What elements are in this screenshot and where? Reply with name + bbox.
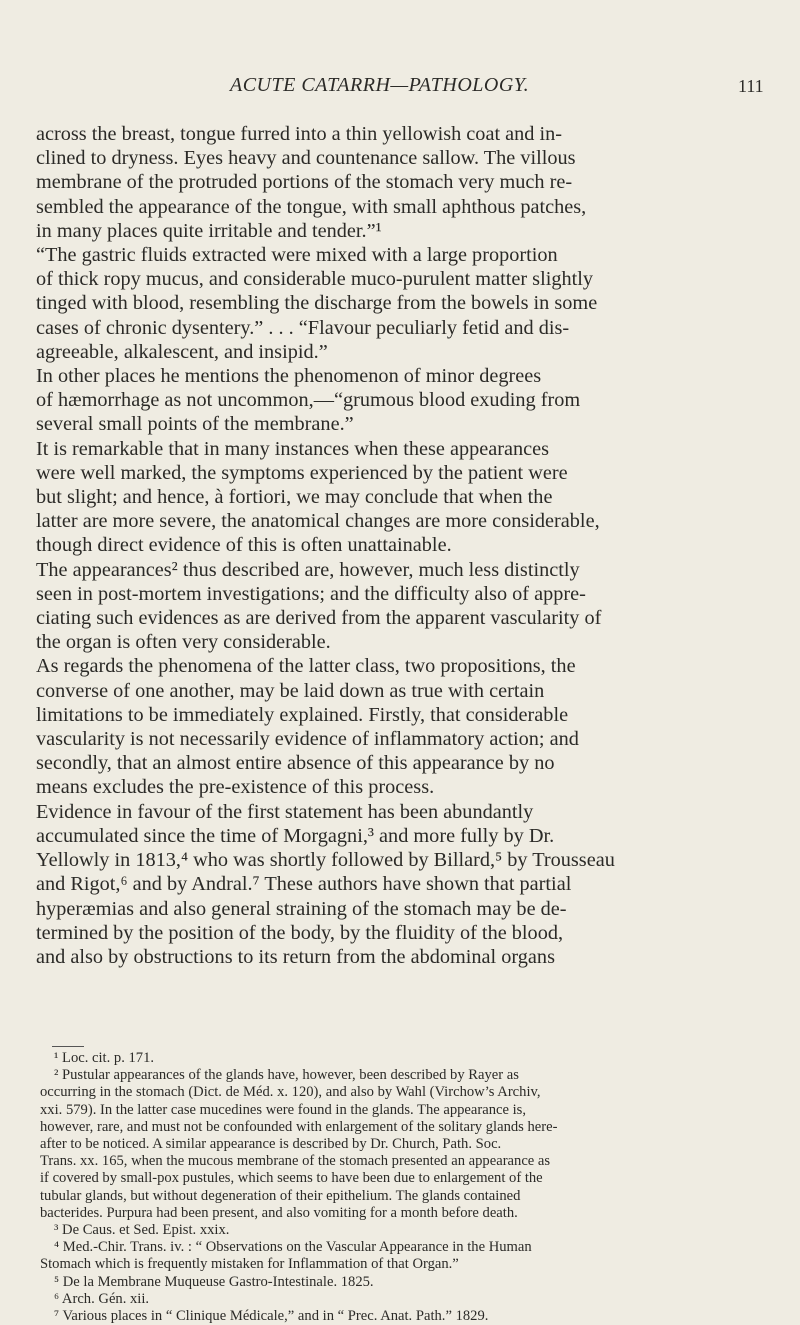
footnote-divider (52, 1046, 84, 1047)
body-line: hyperæmias and also general straining of the stomach may be de- (36, 897, 567, 920)
body-line: means excludes the pre-existence of this process. (36, 776, 435, 799)
running-title: ACUTE CATARRH—PATHOLOGY. (230, 74, 530, 96)
footnote-line: ³ De Caus. et Sed. Epist. xxix. (54, 1222, 230, 1239)
body-line: The appearances² thus described are, however, much less distinctly (36, 558, 580, 581)
footnote-line: ² Pustular appearances of the glands have, however, been described by Rayer as (54, 1067, 519, 1084)
footnote-line: tubular glands, but without degeneration of their epithelium. The glands contained (40, 1187, 521, 1204)
body-line: membrane of the protruded portions of the stomach very much re- (36, 171, 573, 194)
body-line: converse of one another, may be laid down as true with certain (36, 679, 545, 702)
page-header (0, 74, 800, 104)
page-number: 111 (738, 76, 764, 96)
body-line: cases of chronic dysentery.” . . . “Flavour peculiarly fetid and dis- (36, 316, 570, 339)
footnote-line: ⁵ De la Membrane Muqueuse Gastro-Intestinale. 1825. (54, 1273, 374, 1290)
body-line: ciating such evidences as are derived from the apparent vascularity of (36, 607, 602, 630)
footnote-line: ¹ Loc. cit. p. 171. (54, 1050, 155, 1066)
body-line: several small points of the membrane.” (36, 413, 354, 436)
body-line: clined to dryness. Eyes heavy and countenance sallow. The villous (36, 147, 576, 170)
body-line: It is remarkable that in many instances when these appearances (36, 437, 550, 460)
body-line: seen in post-mortem investigations; and the difficulty also of appre- (36, 582, 586, 605)
body-line: of hæmorrhage as not uncommon,—“grumous blood exuding from (36, 389, 581, 412)
footnote-line: ⁶ Arch. Gén. xii. (54, 1290, 150, 1307)
footnote-line: Stomach which is frequently mistaken for Inflammation of that Organ.” (40, 1256, 459, 1273)
body-line: of thick ropy mucus, and considerable muco-purulent matter slightly (36, 268, 594, 291)
footnote-line: if covered by small-pox pustules, which seems to have been due to enlargement of the (40, 1170, 543, 1187)
footnote-line: ⁷ Various places in “ Clinique Médicale,” and in “ Prec. Anat. Path.” 1829. (54, 1308, 489, 1325)
footnotes (40, 1050, 770, 1325)
body-line: were well marked, the symptoms experienced by the patient were (36, 461, 568, 484)
footnote-line: bacterides. Purpura had been present, and also vomiting for a month before death. (40, 1204, 518, 1221)
body-line: sembled the appearance of the tongue, with small aphthous patches, (36, 195, 587, 218)
body-line: agreeable, alkalescent, and insipid.” (36, 340, 328, 363)
body-line: As regards the phenomena of the latter class, two propositions, the (36, 655, 576, 678)
body-line: secondly, that an almost entire absence of this appearance by no (36, 752, 555, 775)
body-line: latter are more severe, the anatomical changes are more considerable, (36, 510, 600, 533)
footnote-line: after to be noticed. A similar appearance is described by Dr. Church, Path. Soc. (40, 1136, 502, 1153)
footnote-line: however, rare, and must not be confounded with enlargement of the solitary glands here- (40, 1118, 558, 1135)
body-line: Evidence in favour of the first statement has been abundantly (36, 800, 534, 823)
body-line: and Rigot,⁶ and by Andral.⁷ These authors have shown that partial (36, 873, 572, 896)
body-line: Yellowly in 1813,⁴ who was shortly followed by Billard,⁵ by Trousseau (36, 849, 615, 872)
body-line: though direct evidence of this is often unattainable. (36, 534, 452, 557)
body-line: accumulated since the time of Morgagni,³ and more fully by Dr. (36, 824, 555, 847)
body-text (36, 122, 772, 969)
body-line: limitations to be immediately explained. Firstly, that considerable (36, 703, 569, 726)
body-line: the organ is often very considerable. (36, 631, 331, 654)
body-line: termined by the position of the body, by the fluidity of the blood, (36, 921, 564, 944)
footnote-line: occurring in the stomach (Dict. de Méd. x. 120), and also by Wahl (Virchow’s Archiv, (40, 1084, 541, 1101)
body-line: vascularity is not necessarily evidence of inflammatory action; and (36, 728, 579, 751)
body-line: tinged with blood, resembling the discharge from the bowels in some (36, 292, 598, 315)
footnote-line: Trans. xx. 165, when the mucous membrane of the stomach presented an appearance as (40, 1153, 551, 1170)
body-line: in many places quite irritable and tender.”¹ (36, 219, 382, 242)
body-line: and also by obstructions to its return from the abdominal organs (36, 945, 555, 968)
body-line: across the breast, tongue furred into a thin yellowish coat and in- (36, 123, 563, 145)
body-line: “The gastric fluids extracted were mixed with a large proportion (36, 244, 558, 267)
body-line: but slight; and hence, à fortiori, we may conclude that when the (36, 486, 553, 509)
body-line: In other places he mentions the phenomenon of minor degrees (36, 365, 542, 388)
footnote-line: xxi. 579). In the latter case mucedines were found in the glands. The appearance is, (40, 1101, 527, 1118)
footnote-line: ⁴ Med.-Chir. Trans. iv. : “ Observations on the Vascular Appearance in the Human (54, 1239, 532, 1256)
